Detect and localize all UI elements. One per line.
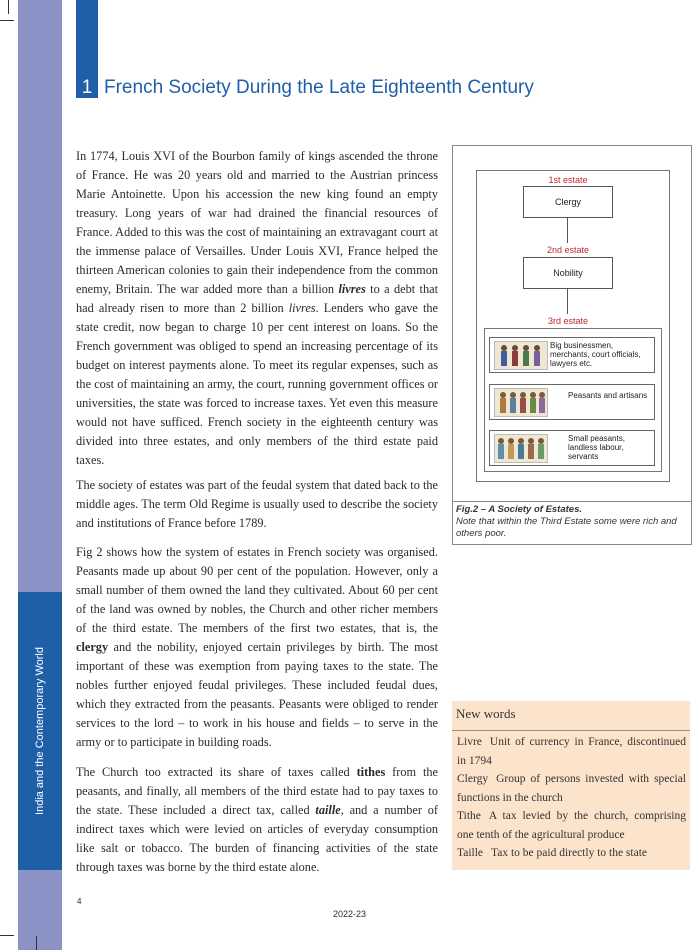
paragraph-2 (76, 476, 438, 533)
group-box-peasants (489, 384, 655, 420)
glossary-item (457, 844, 686, 863)
glossary-definition: Unit of currency in France, discontinued in 1794 (457, 736, 686, 767)
glossary-item (457, 807, 686, 844)
text-run: from the peasants, and finally, all members of the third estate had to pay taxes to the state. These included a direct tax, called (76, 765, 438, 817)
footer-year: 2022-23 (333, 909, 367, 919)
term-tithes: tithes (356, 765, 386, 779)
estate-label-2: 2nd estate (546, 245, 590, 255)
group-box-businessmen (489, 337, 655, 373)
group-label: Big businessmen, merchants, court officials, lawyers etc. (550, 341, 641, 368)
section-number: 1 (81, 77, 93, 98)
caption-title: Fig.2 – A Society of Estates. (456, 504, 583, 515)
text-run: The society of estates was part of the feudal system that dated back to the middle ages. The term Old Regime is usually used to describe the society and institutions of France before 1789. (76, 478, 438, 530)
term-livres: livres (288, 301, 316, 315)
paragraph-1 (76, 147, 438, 470)
text-run: to a debt that had already risen to more than 2 billion (76, 282, 438, 315)
crop-mark (0, 935, 14, 936)
term-livres: livres (338, 282, 366, 296)
glossary-term: Clergy (457, 773, 489, 785)
paragraph-3 (76, 543, 438, 752)
group-label: Peasants and artisans (568, 391, 648, 400)
glossary-item (457, 770, 686, 807)
people-illustration-icon (494, 434, 548, 463)
text-run: , and a number of indirect taxes which were levied on articles of everyday consumption like salt or tobacco. The burden of financing activities of the state through taxes was borne by the third estate alone. (76, 803, 438, 874)
text-run: and the nobility, enjoyed certain privileges by birth. The most important of these was exemption from paying taxes to the state. The nobles further enjoyed feudal privileges. These included feudal dues, which they extracted from the peasants. Peasants were obliged to render services to the lord – to work in his house and fields – to serve in the army or to participate in building roads. (76, 640, 438, 749)
text-run: . Lenders who gave the state credit, now began to charge 10 per cent interest on loans. So the French government was obliged to spend an increasing percentage of its budget on interest payments alone. To meet its regular expenses, such as the cost of maintaining an army, the court, running government offices or universities, the state was forced to increase taxes. Yet even this measure would not have sufficed. French society in the eighteenth century was divided into three estates, and only members of the third estate paid taxes. (76, 301, 438, 467)
connector-line (567, 288, 568, 314)
paragraph-4 (76, 763, 438, 877)
section-title: French Society During the Late Eighteenth Century (104, 77, 534, 98)
divider (452, 730, 690, 731)
connector-line (567, 217, 568, 243)
group-label: Small peasants, landless labour, servants (568, 434, 625, 461)
glossary-definition: Group of persons invested with special functions in the church (457, 773, 686, 804)
page-number: 4 (77, 897, 82, 906)
glossary-definition: A tax levied by the church, comprising one tenth of the agricultural produce (457, 810, 686, 841)
people-illustration-icon (494, 388, 548, 417)
crop-mark (8, 0, 9, 14)
estate-label-3: 3rd estate (547, 316, 589, 326)
term-taille: taille (315, 803, 341, 817)
text-run: In 1774, Louis XVI of the Bourbon family of kings ascended the throne of France. He was 20 years old and married to the Austrian princess Marie Antoinette. Upon his accession the new king found an empty treasury. Long years of war had drained the financial resources of France. Added to this was the cost of maintaining an extravagant court at the immense palace of Versailles. Under Louis XVI, France helped the thirteen American colonies to gain their independence from the common enemy, Britain. The war added more than a billion (76, 149, 438, 296)
text-run: Fig 2 shows how the system of estates in French society was organised. Peasants made up about 90 per cent of the population. However, only a small number of them owned the land they cultivated. About 60 per cent of the land was owned by nobles, the Church and other richer members of the third estate. The members of the first two estates, that is, the (76, 545, 438, 635)
new-words-title: New words (456, 706, 516, 721)
figure-caption (456, 504, 688, 540)
glossary-term: Tithe (457, 810, 481, 822)
new-words-list (457, 733, 686, 863)
term-clergy: clergy (76, 640, 109, 654)
crop-mark (0, 20, 14, 21)
people-illustration-icon (494, 341, 548, 370)
caption-text: Note that within the Third Estate some were rich and others poor. (456, 516, 677, 539)
book-title: India and the Contemporary World (34, 647, 46, 815)
text-run: The Church too extracted its share of taxes called (76, 765, 357, 779)
glossary-term: Livre (457, 736, 482, 748)
glossary-term: Taille (457, 847, 484, 859)
glossary-item (457, 733, 686, 770)
glossary-definition: Tax to be paid directly to the state (491, 847, 648, 859)
crop-mark (36, 936, 37, 950)
group-box-small-peasants (489, 430, 655, 466)
estate-label-1: 1st estate (548, 175, 588, 185)
estate-box-clergy: Clergy (523, 186, 613, 218)
estate-box-nobility: Nobility (523, 257, 613, 289)
